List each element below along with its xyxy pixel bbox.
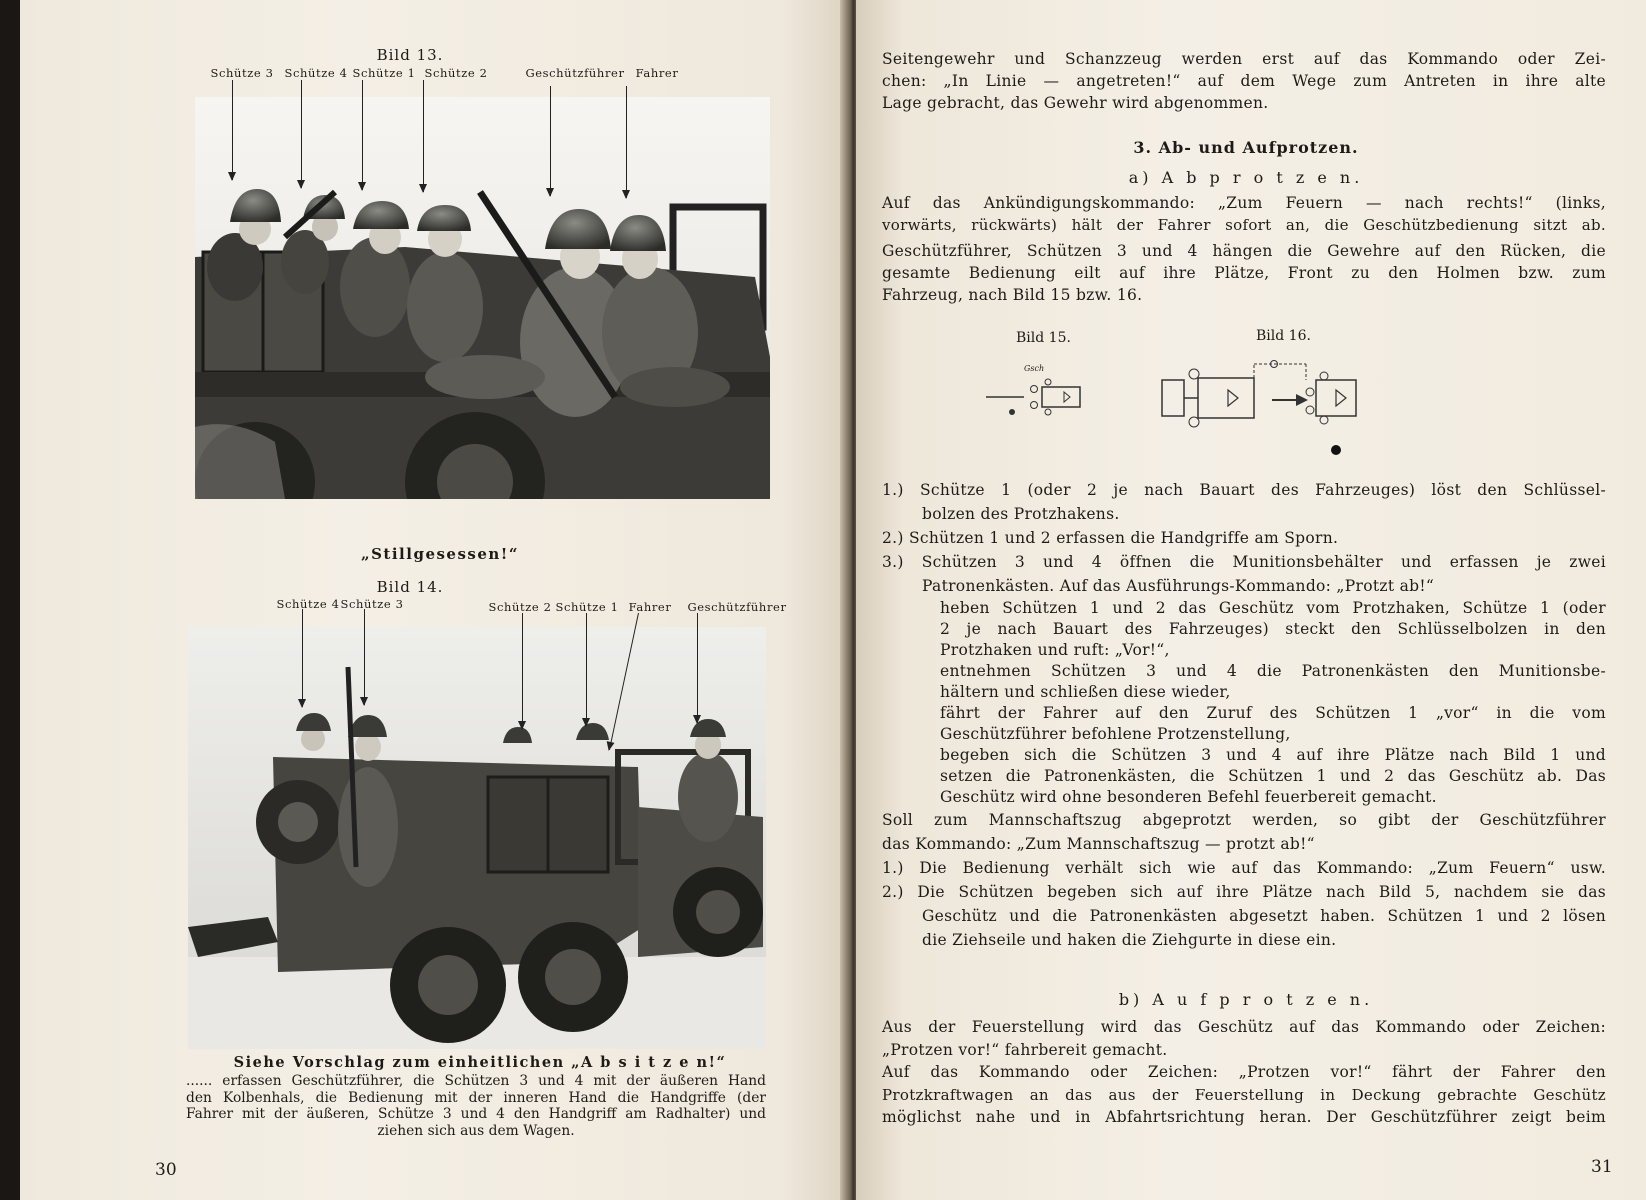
figure13-label-fahrer: Fahrer <box>635 66 679 80</box>
list-item: 2.) Die Schützen begeben sich auf ihre Plätze nach Bild 5, nachdem sie das <box>882 883 1606 901</box>
left-page <box>20 0 848 1200</box>
figure13-photo <box>195 97 770 499</box>
figure13-arrow <box>362 80 363 190</box>
list-item: Patronenkästen. Auf das Ausführungs-Kommando: „Protzt ab!“ <box>922 577 1435 595</box>
note-line: Fahrer mit der äußeren, Schütze 3 und 4 den Handgriff am Radhalter) und <box>186 1106 766 1122</box>
list-item: bolzen des Protzhakens. <box>922 505 1120 523</box>
figure16-title: Bild 16. <box>1256 328 1311 344</box>
paragraph-2 <box>882 240 1606 306</box>
figure13-label-geschuetzfuehrer: Geschützführer <box>525 66 625 80</box>
text-line: Geschützführer, Schützen 3 und 4 hängen die Gewehre auf den Rücken, die <box>882 242 1606 260</box>
list-item: 2 je nach Bauart des Fahrzeuges) steckt den Schlüsselbolzen in den <box>940 620 1606 638</box>
figure14-label-schuetze1: Schütze 1 <box>555 600 619 614</box>
figure16-diagram <box>1156 350 1416 460</box>
figure14-label-fahrer: Fahrer <box>628 600 672 614</box>
subsection-a-heading: a) A b p r o t z e n. <box>1128 168 1364 187</box>
note-body <box>186 1073 766 1139</box>
list-item: Geschütz wird ohne besonderen Befehl feuerbereit gemacht. <box>940 788 1437 806</box>
text-line: gesamte Bedienung eilt auf ihre Plätze, Front zu den Holmen bzw. zum <box>882 264 1606 282</box>
text-line: Lage gebracht, das Gewehr wird abgenommen. <box>882 94 1269 112</box>
paragraph-1 <box>882 192 1606 236</box>
page-number-left: 30 <box>155 1160 177 1180</box>
paragraph-3 <box>882 1016 1606 1129</box>
text-line: „Protzen vor!“ fahrbereit gemacht. <box>882 1040 1168 1059</box>
note-line: ...... erfassen Geschützführer, die Schützen 3 und 4 mit der äußeren Hand <box>186 1073 766 1089</box>
list-item: die Ziehseile und haken die Ziehgurte in diese ein. <box>922 931 1337 949</box>
figure14-label-schuetze3: Schütze 3 <box>340 597 404 611</box>
list-item: Geschützführer befohlene Protzenstellung, <box>940 725 1291 743</box>
figure13-caption: „Stillgesessen!“ <box>360 545 520 563</box>
list-item: 3.) Schützen 3 und 4 öffnen die Munitionsbehälter und erfassen je zwei <box>882 553 1606 571</box>
figure14-arrow <box>522 613 523 729</box>
list-item: Protzhaken und ruft: „Vor!“, <box>940 641 1170 659</box>
note-line: ziehen sich aus dem Wagen. <box>377 1122 575 1139</box>
text-line: vorwärts, rückwärts) hält der Fahrer sofort an, die Geschützbedienung sitzt ab. <box>882 216 1606 234</box>
note-line: den Kolbenhals, die Bedienung mit der inneren Hand die Handgriffe (der <box>186 1089 766 1106</box>
text-line: Auf das Ankündigungskommando: „Zum Feuern — nach rechts!“ (links, <box>882 194 1606 212</box>
text-line: möglichst nahe und in Abfahrtsrichtung heran. Der Geschützführer zeigt beim <box>882 1108 1606 1126</box>
list-item: heben Schützen 1 und 2 das Geschütz vom Protzhaken, Schütze 1 (oder <box>940 599 1606 617</box>
text-line: Seitengewehr und Schanzzeug werden erst auf das Kommando oder Zei- <box>882 50 1606 68</box>
list-item: begeben sich die Schützen 3 und 4 auf ihre Plätze nach Bild 1 und <box>940 746 1606 764</box>
list-item: hältern und schließen diese wieder, <box>940 683 1231 701</box>
figure15-diagram <box>984 362 1094 422</box>
intro-paragraph <box>882 48 1606 114</box>
figure14-arrow <box>364 609 365 705</box>
figure13-arrow <box>232 80 233 180</box>
list-item: setzen die Patronenkästen, die Schützen 1 und 2 das Geschütz ab. Das <box>940 767 1606 785</box>
text-line: chen: „In Linie — angetreten!“ auf dem Wege zum Antreten in ihre alte <box>882 72 1606 90</box>
list-item: 1.) Schütze 1 (oder 2 je nach Bauart des Fahrzeuges) löst den Schlüssel- <box>882 481 1606 499</box>
figure13-arrow <box>550 86 551 196</box>
figure13-label-schuetze1: Schütze 1 <box>352 66 416 80</box>
text-line: Auf das Kommando oder Zeichen: „Protzen vor!“ fährt der Fahrer den <box>882 1063 1606 1081</box>
text-line: Aus der Feuerstellung wird das Geschütz auf das Kommando oder Zeichen: <box>882 1018 1606 1036</box>
list-item: fährt der Fahrer auf den Zuruf des Schützen 1 „vor“ in die vom <box>940 704 1606 722</box>
figure14-title: Bild 14. <box>376 578 444 596</box>
subsection-b-heading: b) A u f p r o t z e n. <box>1118 990 1374 1009</box>
list-item: das Kommando: „Zum Mannschaftszug — protzt ab!“ <box>882 835 1315 853</box>
figure14-label-schuetze4: Schütze 4 <box>276 597 340 611</box>
figure14-photo <box>188 627 766 1049</box>
list-item: 2.) Schützen 1 und 2 erfassen die Handgriffe am Sporn. <box>882 529 1339 547</box>
list-item: Geschütz und die Patronenkästen abgesetzt haben. Schützen 1 und 2 lösen <box>922 907 1606 925</box>
figure14-arrow <box>586 613 587 726</box>
figure13-arrow <box>423 80 424 192</box>
text-line: Fahrzeug, nach Bild 15 bzw. 16. <box>882 286 1143 304</box>
figure13-label-schuetze3: Schütze 3 <box>210 66 274 80</box>
figure14-label-geschuetzfuehrer: Geschützführer <box>687 600 787 614</box>
figure13-arrow <box>301 80 302 188</box>
list-item: Soll zum Mannschaftszug abgeprotzt werden, so gibt der Geschützführer <box>882 811 1606 829</box>
right-page <box>856 0 1646 1200</box>
figure13-label-schuetze4: Schütze 4 <box>284 66 348 80</box>
figure14-arrow <box>302 609 303 707</box>
figure14-arrow <box>697 613 698 723</box>
list-item: entnehmen Schützen 3 und 4 die Patronenkästen den Munitionsbe- <box>940 662 1606 680</box>
figure13-title: Bild 13. <box>376 46 444 64</box>
figure15-mark: Gsch <box>1024 364 1045 373</box>
section-heading: 3. Ab- und Aufprotzen. <box>1133 138 1359 157</box>
figure13-arrow <box>626 86 627 198</box>
note-heading: Siehe Vorschlag zum einheitlichen „A b s i t z e n!“ <box>233 1054 727 1071</box>
figure13-label-schuetze2: Schütze 2 <box>424 66 488 80</box>
list-item: 1.) Die Bedienung verhält sich wie auf das Kommando: „Zum Feuern“ usw. <box>882 859 1606 877</box>
figure14-label-schuetze2: Schütze 2 <box>488 600 552 614</box>
instruction-list <box>882 478 1606 952</box>
figure15-title: Bild 15. <box>1016 330 1071 346</box>
page-number-right: 31 <box>1591 1157 1613 1177</box>
text-line: Protzkraftwagen an das aus der Feuerstellung in Deckung gebrachte Geschütz <box>882 1085 1606 1104</box>
